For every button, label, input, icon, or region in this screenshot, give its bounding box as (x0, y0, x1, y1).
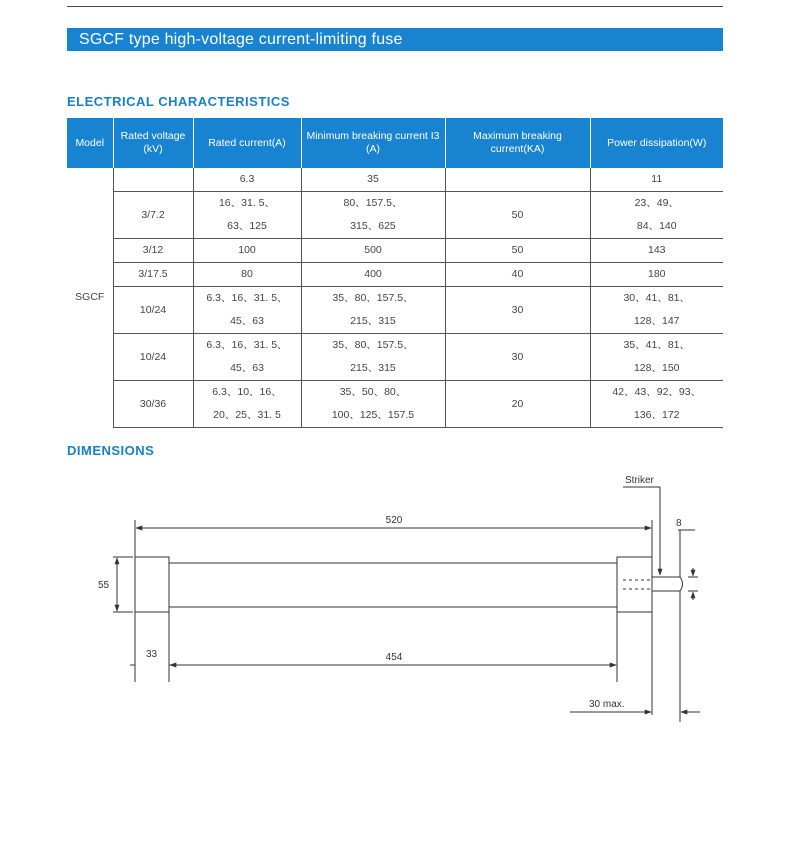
max-breaking-cell (445, 239, 590, 263)
power-cell (590, 239, 723, 263)
rated-current-cell (193, 381, 301, 428)
rated-voltage-cell-line: 3/7.2 (141, 208, 165, 221)
min-breaking-cell-line: 35、80、157.5、 (332, 339, 414, 351)
electrical-heading: ELECTRICAL CHARACTERISTICS (67, 94, 290, 109)
fuse-barrel (169, 563, 617, 607)
rated-current-cell (193, 263, 301, 287)
dim-overall-length: 520 (385, 515, 403, 526)
max-breaking-cell-line: 50 (511, 208, 524, 221)
table-row (67, 192, 723, 239)
header-power: Power dissipation(W) (590, 118, 723, 168)
rated-current-cell (193, 192, 301, 239)
power-cell (590, 168, 723, 192)
table-row (67, 239, 723, 263)
max-breaking-cell-line: 30 (511, 303, 524, 316)
table-body (67, 168, 723, 428)
table-row (67, 168, 723, 192)
dim-striker-travel: 30 max. (589, 699, 625, 710)
power-cell (590, 334, 723, 381)
min-breaking-cell-line: 80、157.5、 (343, 197, 403, 209)
power-cell-line: 42、43、92、93、 (612, 386, 702, 398)
rated-current-cell-line: 6.3 (239, 173, 255, 185)
rated-voltage-cell-line: 10/24 (139, 350, 167, 363)
header-rated-voltage: Rated voltage (kV) (113, 118, 193, 168)
rated-current-cell-line: 6.3、10、16、 (212, 386, 282, 398)
min-breaking-cell-line: 400 (364, 268, 382, 280)
rated-current-cell-line: 63、125 (227, 220, 267, 232)
max-breaking-cell-line: 40 (511, 268, 524, 280)
rated-current-cell (193, 287, 301, 334)
dim-striker-width: 8 (676, 518, 682, 529)
rated-current-cell-line: 45、63 (230, 362, 264, 374)
power-cell (590, 381, 723, 428)
left-end-cap (135, 557, 169, 612)
page-title: SGCF type high-voltage current-limiting fuse (67, 28, 723, 51)
table-row (67, 381, 723, 428)
rated-voltage-cell (113, 381, 193, 428)
min-breaking-cell-line: 500 (364, 244, 382, 256)
max-breaking-cell (445, 287, 590, 334)
rated-voltage-cell (113, 239, 193, 263)
min-breaking-cell (301, 168, 445, 192)
max-breaking-cell (445, 168, 590, 192)
rated-current-cell-line: 20、25、31. 5 (213, 409, 281, 421)
rated-current-cell-line: 6.3、16、31. 5、 (206, 292, 288, 304)
max-breaking-cell-line: 50 (511, 244, 524, 256)
rated-voltage-cell-line: 10/24 (139, 303, 167, 316)
min-breaking-cell-line: 35、50、80、 (339, 386, 407, 398)
max-breaking-cell (445, 334, 590, 381)
power-cell-line: 136、172 (633, 409, 680, 421)
rated-current-cell-line: 80 (241, 268, 253, 280)
striker-label: Striker (625, 475, 654, 486)
table-row (67, 263, 723, 287)
min-breaking-cell (301, 334, 445, 381)
power-cell-line: 128、150 (633, 362, 680, 374)
min-breaking-cell (301, 263, 445, 287)
min-breaking-cell-line: 315、625 (350, 220, 396, 232)
model-cell-line: SGCF (75, 291, 105, 304)
table-row (67, 287, 723, 334)
striker-pin (652, 577, 683, 591)
power-cell-line: 180 (647, 268, 666, 280)
max-breaking-cell-line: 30 (511, 350, 524, 363)
dim-body-length: 454 (385, 652, 403, 663)
table-header-row (67, 118, 723, 168)
power-cell-line: 11 (651, 173, 663, 185)
min-breaking-cell-line: 35 (367, 173, 379, 185)
rated-current-cell (193, 239, 301, 263)
power-cell (590, 192, 723, 239)
dim-diameter: 55 (98, 580, 110, 591)
dimension-drawing (0, 460, 789, 730)
model-cell (67, 168, 113, 428)
rated-voltage-cell-line: 3/17.5 (138, 268, 168, 280)
header-rated-current: Rated current(A) (193, 118, 301, 168)
min-breaking-cell-line: 215、315 (350, 315, 396, 327)
min-breaking-cell-line: 35、80、157.5、 (332, 292, 414, 304)
rated-current-cell (193, 168, 301, 192)
rated-voltage-cell-line: 3/12 (142, 244, 164, 256)
rated-current-cell-line: 16、31. 5、 (218, 197, 276, 209)
power-cell-line: 30、41、81、 (623, 292, 691, 304)
dim-end-cap: 33 (146, 649, 158, 660)
power-cell-line: 143 (647, 244, 666, 256)
rated-voltage-cell (113, 334, 193, 381)
rated-current-cell (193, 334, 301, 381)
min-breaking-cell (301, 239, 445, 263)
power-cell-line: 84、140 (636, 220, 677, 232)
rated-current-cell-line: 100 (238, 244, 256, 256)
max-breaking-cell (445, 263, 590, 287)
min-breaking-cell-line: 100、125、157.5 (331, 409, 415, 421)
header-min-breaking: Minimum breaking current I3 (A) (301, 118, 445, 168)
power-cell-line: 128、147 (633, 315, 680, 327)
rated-current-cell-line: 45、63 (230, 315, 264, 327)
header-max-breaking: Maximum breaking current(KA) (445, 118, 590, 168)
min-breaking-cell-line: 215、315 (350, 362, 396, 374)
power-cell (590, 287, 723, 334)
rated-voltage-cell (113, 263, 193, 287)
max-breaking-cell-line: 20 (511, 397, 524, 410)
dimensions-heading: DIMENSIONS (67, 443, 155, 458)
max-breaking-cell (445, 381, 590, 428)
header-model: Model (67, 118, 113, 168)
rated-voltage-cell-line: 30/36 (139, 397, 167, 410)
min-breaking-cell (301, 192, 445, 239)
rated-voltage-cell (113, 287, 193, 334)
max-breaking-cell (445, 192, 590, 239)
table-row (67, 334, 723, 381)
rated-current-cell-line: 6.3、16、31. 5、 (206, 339, 288, 351)
power-cell-line: 35、41、81、 (623, 339, 691, 351)
rated-voltage-cell (113, 168, 193, 192)
min-breaking-cell (301, 381, 445, 428)
top-rule (67, 6, 723, 7)
electrical-table (67, 118, 723, 428)
power-cell-line: 23、49、 (634, 197, 679, 209)
right-end-cap (617, 557, 652, 612)
power-cell (590, 263, 723, 287)
min-breaking-cell (301, 287, 445, 334)
rated-voltage-cell (113, 192, 193, 239)
